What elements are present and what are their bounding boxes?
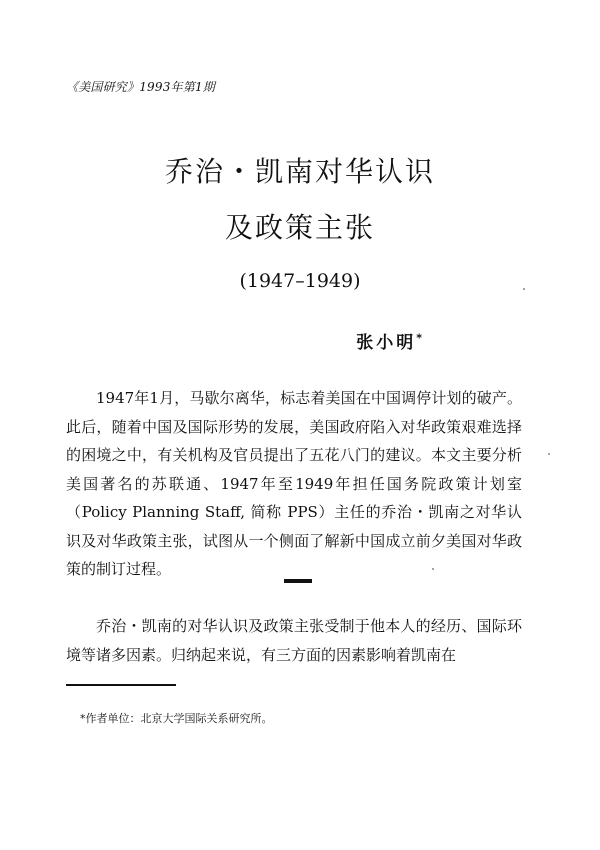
scan-speck xyxy=(432,568,434,570)
intro-paragraph xyxy=(66,384,522,584)
author-name-text: 张小明 xyxy=(356,333,417,353)
paragraph-text: 乔治・凯南的对华认识及政策主张受制于他本人的经历、国际环境等诸多因素。归纳起来说，有三方面的因素影响着凯南在 xyxy=(66,617,522,664)
footnote-divider xyxy=(66,684,176,686)
author-footnote-mark: * xyxy=(416,331,422,345)
scan-speck xyxy=(548,453,550,455)
author-name xyxy=(356,328,422,353)
journal-header: 《美国研究》1993年第1期 xyxy=(66,80,215,94)
article-title-line-2: 及政策主张 xyxy=(224,211,375,244)
article-years: (1947–1949) xyxy=(239,270,361,292)
author-affiliation-footnote: *作者单位：北京大学国际关系研究所。 xyxy=(80,712,273,725)
section-number-one xyxy=(284,579,312,583)
section-paragraph xyxy=(66,612,522,669)
paragraph-text: 1947年1月，马歇尔离华，标志着美国在中国调停计划的破产。此后，随着中国及国际形势的发展，美国政府陷入对华政策艰难选择的困境之中，有关机构及官员提出了五花八门的建议。本文主要分析美国著名的苏联通、1947年至1949年担任国务院政策计划室（Policy Planning Staff, 简称 PPS）主任的乔治・凯南之对华认识及对华政策主张，试图从一个侧面了解新中国成立前夕美国对华政策的制订过程。 xyxy=(66,389,522,578)
article-title-line-1: 乔治・凯南对华认识 xyxy=(164,155,435,188)
scan-speck xyxy=(523,288,525,290)
